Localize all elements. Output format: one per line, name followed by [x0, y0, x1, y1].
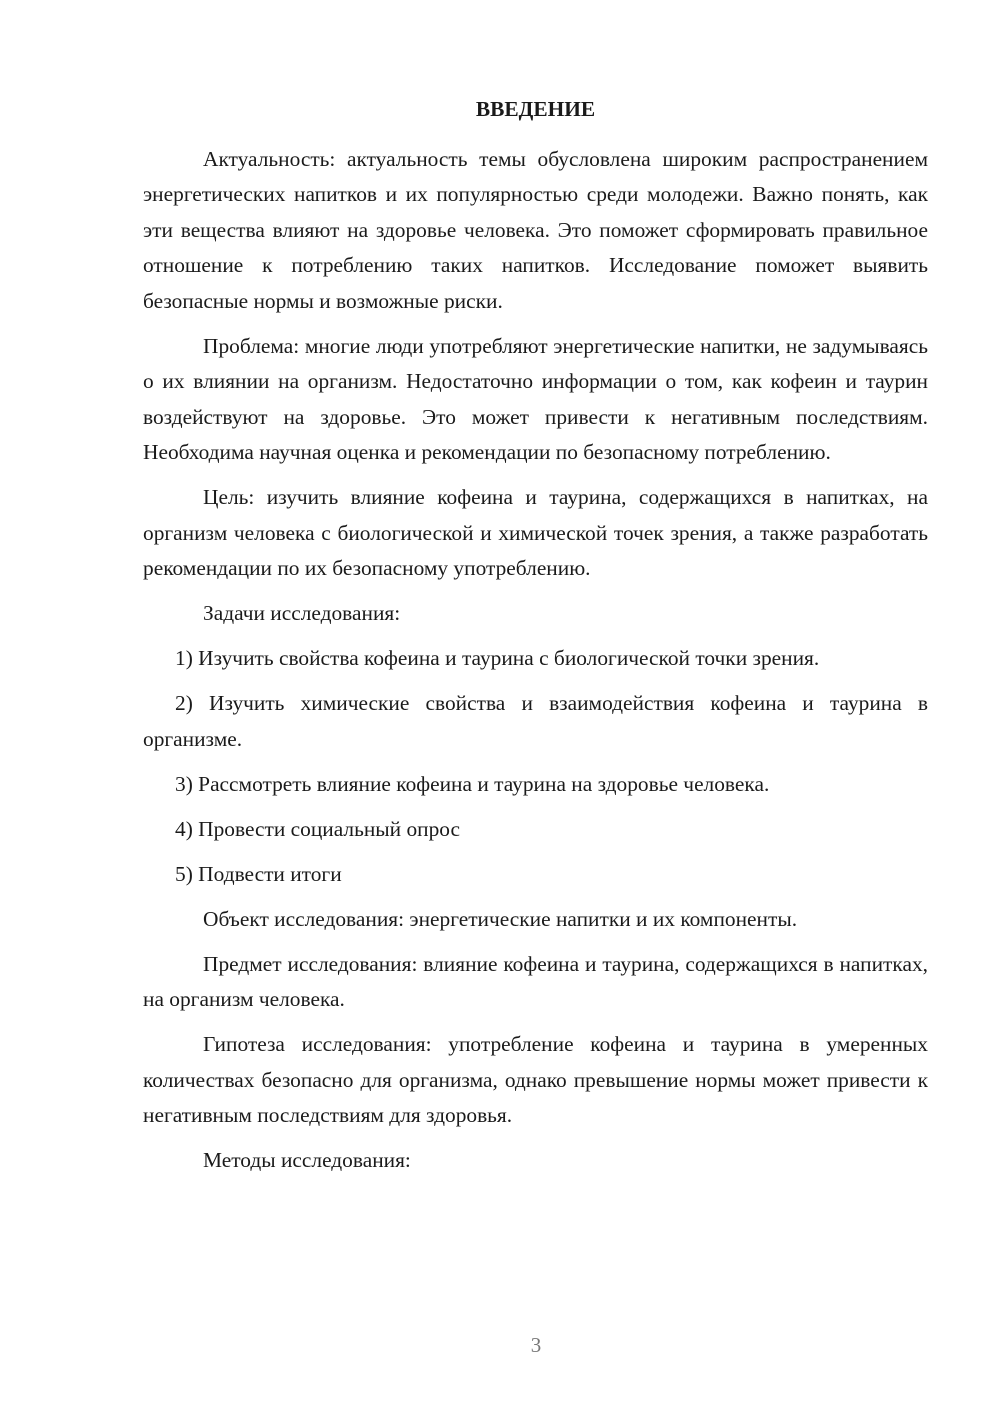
- task-item: 2) Изучить химические свойства и взаимодействия кофеина и таурина в организме.: [143, 691, 928, 751]
- paragraph-problem: Проблема: многие люди употребляют энергетические напитки, не задумываясь о их влиянии на организм. Недостаточно информации о том, как кофеин и таурин воздействуют на здоровье. Это может привести к негативным последствиям. Необходима научная оценка и рекомендации по безопасному потреблению.: [143, 333, 928, 464]
- task-item: 5) Подвести итоги: [175, 861, 342, 886]
- paragraph-subject: Предмет исследования: влияние кофеина и таурина, содержащихся в напитках, на организм человека.: [143, 951, 928, 1011]
- page-number: 3: [530, 1333, 542, 1357]
- paragraph-hypothesis: Гипотеза исследования: употребление кофеина и таурина в умеренных количествах безопасно для организма, однако превышение нормы может привести к негативным последствиям для здоровья.: [143, 1032, 928, 1127]
- task-item: 4) Провести социальный опрос: [175, 816, 461, 841]
- paragraph-tasks-heading: Задачи исследования:: [203, 601, 401, 625]
- section-title: ВВЕДЕНИЕ: [475, 97, 596, 121]
- task-item: 1) Изучить свойства кофеина и таурина с биологической точки зрения.: [175, 646, 820, 670]
- paragraph-object: Объект исследования: энергетические напитки и их компоненты.: [203, 906, 798, 931]
- paragraph-methods: Методы исследования:: [203, 1148, 411, 1172]
- document-page: [143, 92, 928, 1188]
- task-item: 3) Рассмотреть влияние кофеина и таурина на здоровье человека.: [175, 771, 770, 796]
- paragraph-goal: Цель: изучить влияние кофеина и таурина, содержащихся в напитках, на организм человека с биологической и химической точек зрения, а также разработать рекомендации по их безопасному употреблению.: [143, 485, 928, 580]
- paragraph-relevance: Актуальность: актуальность темы обусловлена широким распространением энергетических напитков и их популярностью среди молодежи. Важно понять, как эти вещества влияют на здоровье человека. Это поможет сформировать правильное отношение к потреблению таких напитков. Исследование поможет выявить безопасные нормы и возможные риски.: [143, 146, 928, 313]
